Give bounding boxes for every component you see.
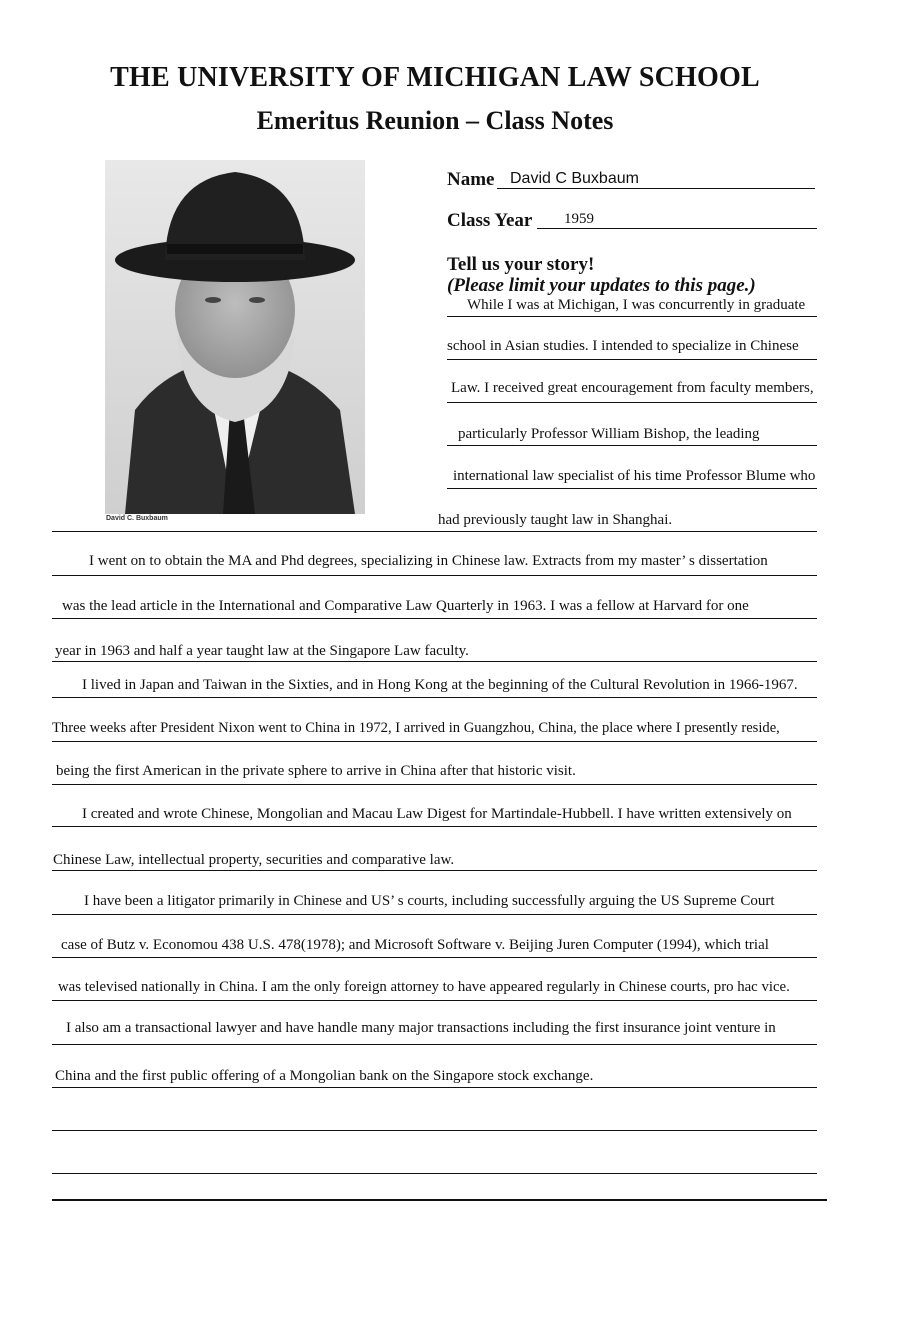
story-line: Three weeks after President Nixon went to China in 1972, I arrived in Guangzhou, China, the place where I presently reside,: [52, 720, 780, 736]
bottom-rule: [52, 1199, 827, 1201]
story-line: China and the first public offering of a Mongolian bank on the Singapore stock exchange.: [55, 1068, 594, 1084]
story-instruction: (Please limit your updates to this page.): [447, 275, 756, 296]
story-line: school in Asian studies. I intended to specialize in Chinese: [447, 338, 799, 354]
name-underline: [497, 188, 815, 189]
story-line: particularly Professor William Bishop, the leading: [458, 426, 760, 442]
story-line: I have been a litigator primarily in Chinese and US’ s courts, including successfully arguing the US Supreme Court: [84, 893, 775, 909]
story-line: Law. I received great encouragement from faculty members,: [451, 380, 814, 396]
story-line: I also am a transactional lawyer and have handle many major transactions including the first insurance joint venture in: [66, 1020, 776, 1036]
class-year-value: 1959: [564, 211, 594, 227]
class-year-underline: [537, 228, 817, 229]
portrait-photo: [105, 160, 365, 514]
writing-line: [52, 957, 817, 958]
writing-line: [447, 359, 817, 360]
writing-line: [52, 1173, 817, 1174]
writing-line: [52, 1087, 817, 1088]
writing-line: [52, 1130, 817, 1131]
story-line: Chinese Law, intellectual property, securities and comparative law.: [53, 852, 455, 868]
writing-line: [52, 826, 817, 827]
writing-line: [52, 575, 817, 576]
document-subtitle: Emeritus Reunion – Class Notes: [256, 106, 614, 135]
writing-line: [52, 870, 817, 871]
story-line: being the first American in the private sphere to arrive in China after that historic visit.: [56, 763, 576, 779]
story-line: I went on to obtain the MA and Phd degrees, specializing in Chinese law. Extracts from my master’ s dissertation: [89, 553, 768, 569]
writing-line: [447, 316, 817, 317]
story-line: year in 1963 and half a year taught law at the Singapore Law faculty.: [55, 643, 469, 659]
story-line: international law specialist of his time Professor Blume who: [453, 468, 816, 484]
story-line: case of Butz v. Economou 438 U.S. 478(1978); and Microsoft Software v. Beijing Juren Computer (1994), which trial: [61, 937, 769, 953]
writing-line: [52, 741, 817, 742]
writing-line: [52, 661, 817, 662]
writing-line: [52, 531, 817, 532]
story-line: had previously taught law in Shanghai.: [438, 512, 673, 528]
writing-line: [52, 1000, 817, 1001]
writing-line: [52, 1044, 817, 1045]
writing-line: [52, 784, 817, 785]
story-line: was televised nationally in China. I am the only foreign attorney to have appeared regularly in Chinese courts, pro hac vice.: [58, 979, 790, 995]
story-line: I created and wrote Chinese, Mongolian and Macau Law Digest for Martindale-Hubbell. I have written extensively on: [82, 806, 792, 822]
portrait-image: [105, 160, 365, 514]
writing-line: [52, 697, 817, 698]
story-line: While I was at Michigan, I was concurrently in graduate: [467, 297, 806, 313]
story-line: was the lead article in the International and Comparative Law Quarterly in 1963. I was a fellow at Harvard for one: [62, 598, 749, 614]
writing-line: [447, 402, 817, 403]
name-label: Name: [447, 169, 495, 190]
photo-caption: David C. Buxbaum: [106, 515, 168, 522]
story-heading: Tell us your story!: [447, 254, 595, 275]
name-value: David C Buxbaum: [510, 170, 639, 187]
class-year-label: Class Year: [447, 210, 533, 231]
writing-line: [52, 618, 817, 619]
document-title: THE UNIVERSITY OF MICHIGAN LAW SCHOOL: [110, 62, 760, 93]
writing-line: [447, 445, 817, 446]
writing-line: [52, 914, 817, 915]
writing-line: [447, 488, 817, 489]
story-line: I lived in Japan and Taiwan in the Sixties, and in Hong Kong at the beginning of the Cultural Revolution in 1966-1967.: [82, 677, 798, 693]
